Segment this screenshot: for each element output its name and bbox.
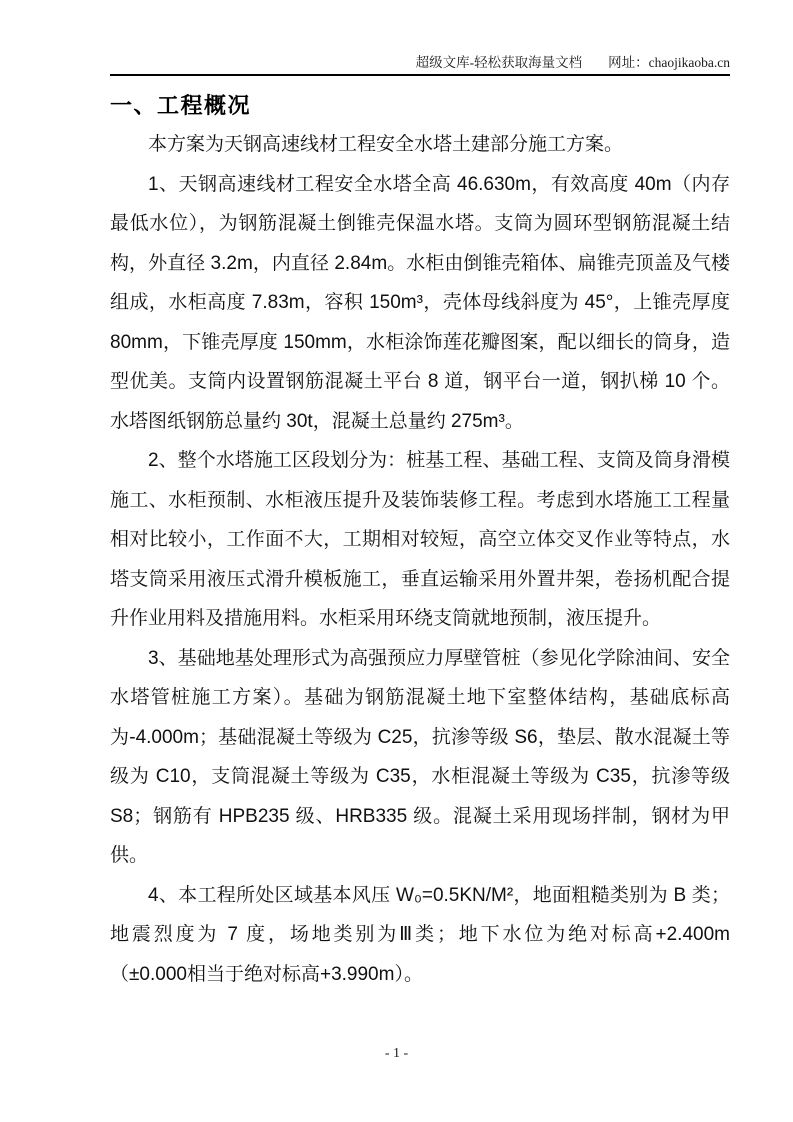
page-footer bbox=[0, 1046, 793, 1062]
section-title: 一、工程概况 bbox=[110, 93, 252, 118]
page-number: - 1 - bbox=[384, 1046, 409, 1061]
paragraph-item-4: 4、本工程所处区域基本风压 W₀=0.5KN/M²，地面粗糙类别为 B 类；地震烈度为 7 度，场地类别为Ⅲ类；地下水位为绝对标高+2.400m（±0.000相当于绝对标高+3.990m）。 bbox=[110, 884, 730, 985]
header-brand-text: 超级文库-轻松获取海量文档 bbox=[415, 55, 583, 70]
header-site-url: 网址：chaojikaoba.cn bbox=[608, 55, 730, 70]
paragraph-overview: 本方案为天钢高速线材工程安全水塔土建部分施工方案。 bbox=[148, 134, 624, 155]
paragraph-item-3: 3、基础地基处理形式为高强预应力厚壁管桩（参见化学除油间、安全水塔管桩施工方案）。基础为钢筋混凝土地下室整体结构，基础底标高为-4.000m；基础混凝土等级为 C25，抗渗等级 S6，垫层、散水混凝土等级为 C10，支筒混凝土等级为 C35，水柜混凝土等级为 C35，抗渗等级 S8；钢筋有 HPB235 级、HRB335 级。混凝土采用现场拌制，钢材为甲供。 bbox=[110, 647, 730, 866]
paragraph-item-2: 2、整个水塔施工区段划分为：桩基工程、基础工程、支筒及筒身滑模施工、水柜预制、水柜液压提升及装饰装修工程。考虑到水塔施工工程量相对比较小，工作面不大，工期相对较短，高空立体交叉作业等特点，水塔支筒采用液压式滑升模板施工，垂直运输采用外置井架，卷扬机配合提升作业用料及措施用料。水柜采用环绕支筒就地预制，液压提升。 bbox=[110, 450, 730, 629]
document-body bbox=[110, 89, 730, 994]
paragraph-item-1: 1、天钢高速线材工程安全水塔全高 46.630m，有效高度 40m（内存最低水位），为钢筋混凝土倒锥壳保温水塔。支筒为圆环型钢筋混凝土结构，外直径 3.2m，内直径 2.84m。水柜由倒锥壳箱体、扁锥壳顶盖及气楼组成，水柜高度 7.83m，容积 150m³，壳体母线斜度为 45°，上锥壳厚度 80mm，下锥壳厚度 150mm，水柜涂饰莲花瓣图案，配以细长的筒身，造型优美。支筒内设置钢筋混凝土平台 8 道，钢平台一道，钢扒梯 10 个。水塔图纸钢筋总量约 30t，混凝土总量约 275m³。 bbox=[110, 173, 730, 432]
page-header bbox=[110, 0, 730, 76]
